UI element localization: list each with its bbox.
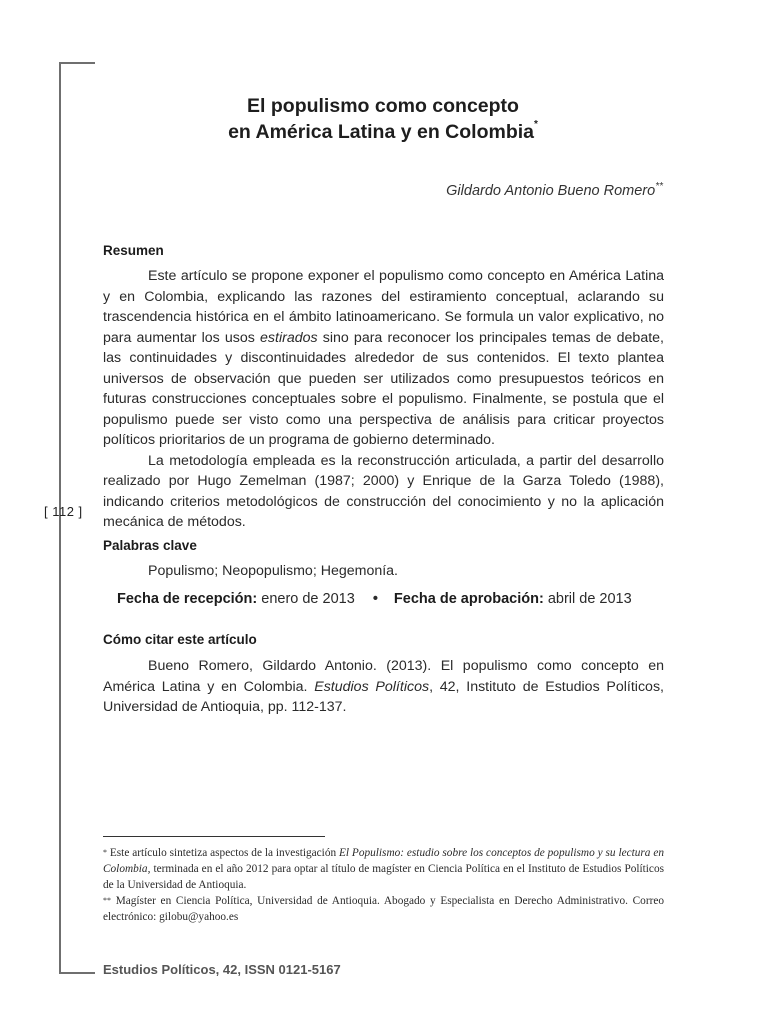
page-number: [ 112 ] xyxy=(44,504,83,519)
footnote-1-part-a: Este artículo sintetiza aspectos de la investigación xyxy=(107,847,339,859)
abstract-paragraph-1-part-b: sino para reconocer los principales temas de debate, las continuidades y discontinuidades alrededor de sus contenidos. El texto plantea universos de observación que pueden ser utilizados como presupuestos teóricos en futuras construcciones conceptuales sobre el populismo. Finalmente, se postula que el populismo puede ser visto como una perspectiva de análisis para criticar proyectos políticos prioritarios de un programa de gobierno determinado. xyxy=(103,329,664,448)
author-name xyxy=(446,183,663,199)
abstract-body xyxy=(103,266,664,533)
citation-body xyxy=(103,656,664,718)
footnote-1-emphasis: El Populismo: estudio sobre los conceptos de populismo y su lectura en Colombia, xyxy=(103,847,664,875)
abstract-paragraph-2: La metodología empleada es la reconstrucción articulada, a partir del desarrollo realizado por Hugo Zemelman (1987; 2000) y Enrique de la Garza Toledo (1988), indicando criterios metodológicos de construcción del conocimiento y no la aplicación mecánica de métodos. xyxy=(103,452,664,530)
article-title-line-1: El populismo como concepto xyxy=(247,95,519,117)
footnote-1-part-b: terminada en el año 2012 para optar al título de magíster en Ciencia Política en el Instituto de Estudios Políticos de la Universidad de Antioquia. xyxy=(103,862,664,891)
footnote-2-mark: ** xyxy=(103,896,111,906)
abstract-paragraph-1 xyxy=(103,266,664,451)
citation-journal-name: Estudios Políticos xyxy=(314,678,430,695)
footnotes xyxy=(103,846,664,927)
footnote-2 xyxy=(103,894,664,926)
footnote-2-text: Magíster en Ciencia Política, Universidad de Antioquia. Abogado y Especialista en Derecho Administrativo. Correo electrónico: gilobu@yahoo.es xyxy=(103,895,664,924)
citation-text-part-a: Bueno Romero, Gildardo Antonio. (2013). El populismo como concepto en América Latina y en Colombia. xyxy=(103,658,664,695)
reception-date-label: Fecha de recepción: xyxy=(117,591,258,607)
citation-heading: Cómo citar este artículo xyxy=(103,632,257,647)
article-title-line-2 xyxy=(103,121,663,144)
journal-footer: Estudios Políticos, 42, ISSN 0121-5167 xyxy=(103,962,341,977)
keywords-heading: Palabras clave xyxy=(103,538,197,553)
citation-text-part-b: , 42, Instituto de Estudios Políticos, Universidad de Antioquia, pp. 112-137. xyxy=(103,678,664,715)
citation-text xyxy=(103,656,664,718)
dates-line xyxy=(117,591,632,607)
approval-date-label: Fecha de aprobación: xyxy=(393,591,544,607)
abstract-paragraph-1-part-a: Este artículo se propone exponer el populismo como concepto en América Latina y en Colombia, explicando las razones del estiramiento conceptual, aclarando su trascendencia histórica en el ámbito latinoamericano. Se formula un valor explicativo, no para aumentar los usos xyxy=(103,268,664,346)
keywords-text: Populismo; Neopopulismo; Hegemonía. xyxy=(148,563,398,579)
abstract-heading: Resumen xyxy=(103,243,164,258)
footnote-separator-rule xyxy=(103,836,325,837)
abstract-paragraph-1-emphasis: estirados xyxy=(260,329,318,346)
reception-date-value: enero de 2013 xyxy=(261,591,355,607)
page-frame-top-rule xyxy=(59,62,95,64)
article-title-text: en América Latina y en Colombia xyxy=(228,121,535,143)
dates-separator: • xyxy=(372,591,378,607)
approval-date-value: abril de 2013 xyxy=(547,591,632,607)
author-name-text: Gildardo Antonio Bueno Romero xyxy=(446,183,656,199)
author-footnote-mark[interactable]: ** xyxy=(655,181,663,192)
footnote-1-mark: * xyxy=(103,848,107,857)
page-frame-bottom-rule xyxy=(59,972,95,974)
title-footnote-mark[interactable]: * xyxy=(534,119,538,130)
footnote-1 xyxy=(103,846,664,893)
